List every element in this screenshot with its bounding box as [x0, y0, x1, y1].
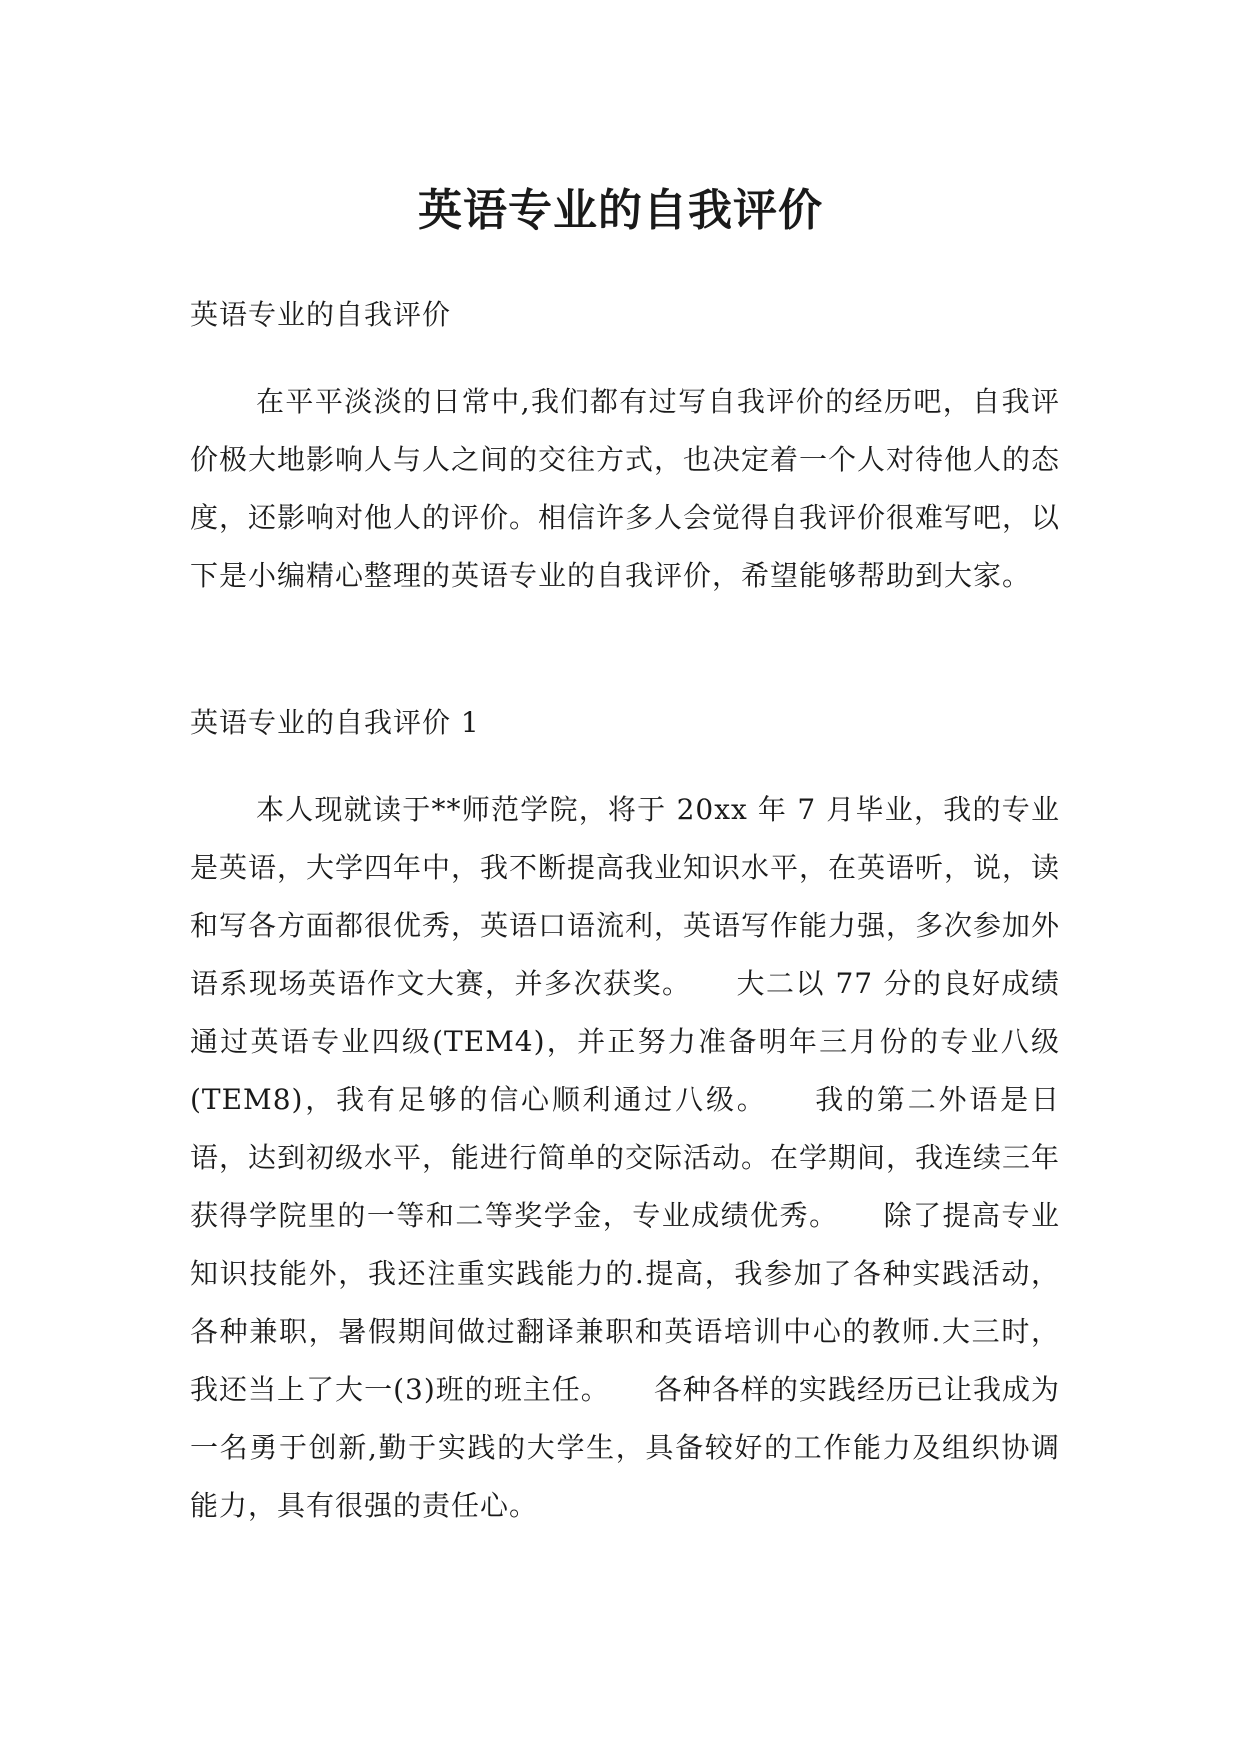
document-title: 英语专业的自我评价	[418, 185, 823, 237]
intro-paragraph: 在平平淡淡的日常中,我们都有过写自我评价的经历吧，自我评价极大地影响人与人之间的交往方式，也决定着一个人对待他人的态度，还影响对他人的评价。相信许多人会觉得自我评价很难写吧，以下是小编精心整理的英语专业的自我评价，希望能够帮助到大家。	[190, 385, 1061, 592]
section-heading-1: 英语专业的自我评价 1	[190, 706, 480, 739]
section-1-paragraph: 本人现就读于**师范学院，将于 20xx 年 7 月毕业，我的专业是英语，大学四年中，我不断提高我业知识水平，在英语听，说，读和写各方面都很优秀，英语口语流利，英语写作能力强，多次参加外语系现场英语作文大赛，并多次获奖。 大二以 77 分的良好成绩通过英语专业四级(TEM4)，并正努力准备明年三月份的专业八级(TEM8)，我有足够的信心顺利通过八级。 我的第二外语是日语，达到初级水平，能进行简单的交际活动。在学期间，我连续三年获得学院里的一等和二等奖学金，专业成绩优秀。 除了提高专业知识技能外，我还注重实践能力的.提高，我参加了各种实践活动，各种兼职，暑假期间做过翻译兼职和英语培训中心的教师.大三时，我还当上了大一(3)班的班主任。 各种各样的实践经历已让我成为一名勇于创新,勤于实践的大学生，具备较好的工作能力及组织协调能力，具有很强的责任心。	[190, 793, 1061, 1522]
section-heading-intro: 英语专业的自我评价	[190, 298, 452, 331]
